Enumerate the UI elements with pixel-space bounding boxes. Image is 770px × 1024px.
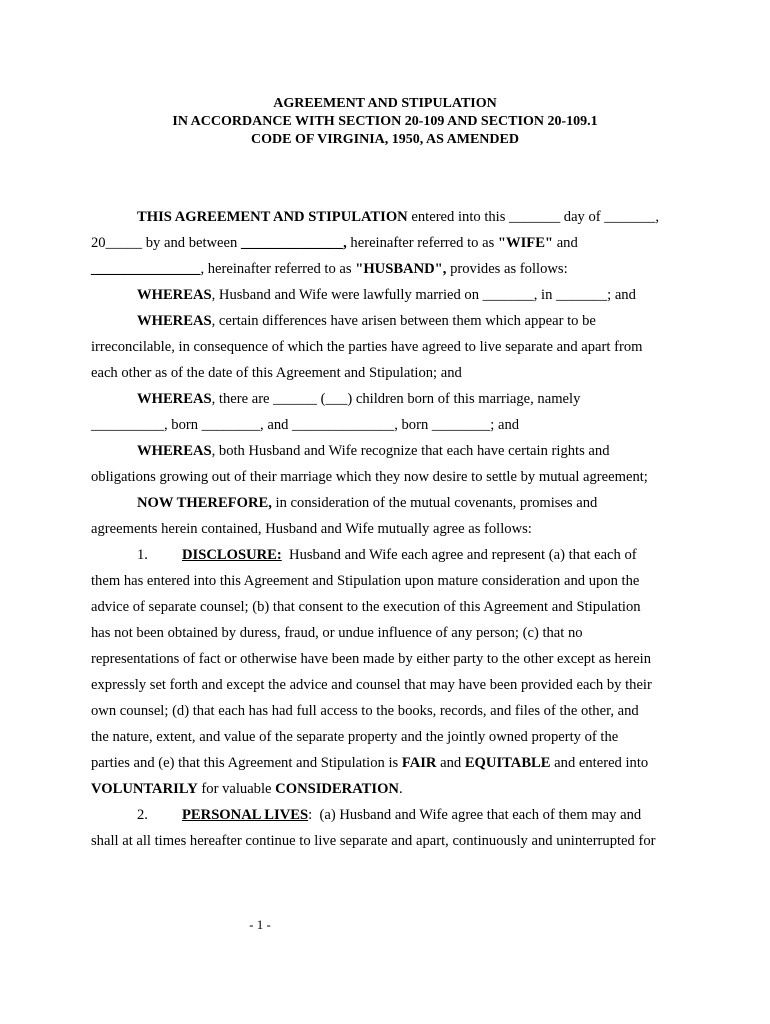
husband-label: "HUSBAND", [355, 261, 447, 277]
whereas-label: WHEREAS [137, 443, 212, 459]
whereas-3-line-2: __________, born ________, and ______________, born ________; and [91, 417, 520, 433]
fair-term: FAIR [401, 755, 437, 771]
equitable-term: EQUITABLE [464, 755, 551, 771]
wife-name-blank: ______________, [240, 235, 347, 251]
husband-name-blank: _______________ [91, 261, 201, 277]
section-2-line-2: shall at all times hereafter continue to live separate and apart, continuously and uninterrupted for [91, 833, 656, 849]
section-1-line-8: the nature, extent, and value of the separate property and the jointly owned property of the [91, 729, 619, 745]
now-therefore-line-2: agreements herein contained, Husband and Wife mutually agree as follows: [91, 521, 532, 537]
section-1-line-7: own counsel; (d) that each has had full access to the books, records, and files of the other, and [91, 703, 639, 719]
title-line-1: AGREEMENT AND STIPULATION [273, 96, 497, 111]
section-2-number: 2. [137, 807, 148, 823]
whereas-2-line-1: WHEREAS, certain differences have arisen between them which appear to be [137, 313, 596, 329]
intro-line-2: 20_____ by and between ______________, hereinafter referred to as "WIFE" and [91, 235, 578, 251]
now-therefore-line-1: NOW THEREFORE, in consideration of the mutual covenants, promises and [137, 495, 598, 511]
consideration-term: CONSIDERATION [275, 781, 399, 797]
whereas-label: WHEREAS [137, 313, 212, 329]
section-2-line-1: 2. PERSONAL LIVES: (a) Husband and Wife agree that each of them may and [137, 807, 642, 823]
section-1-line-5: representations of fact or otherwise have been made by either party to the other except as herein [91, 651, 651, 667]
section-1-line-3: advice of separate counsel; (b) that consent to the execution of this Agreement and Stipulation [91, 599, 641, 615]
section-1-line-10: VOLUNTARILY for valuable CONSIDERATION. [91, 781, 403, 797]
page-number: - 1 - [249, 917, 271, 932]
whereas-1: WHEREAS, Husband and Wife were lawfully married on _______, in _______; and [137, 287, 636, 303]
whereas-4-line-2: obligations growing out of their marriage which they now desire to settle by mutual agreement; [91, 469, 648, 485]
section-1-line-9: parties and (e) that this Agreement and Stipulation is FAIR and EQUITABLE and entered into [91, 755, 649, 771]
whereas-3-line-1: WHEREAS, there are ______ (___) children born of this marriage, namely [137, 391, 581, 407]
section-1-line-2: them has entered into this Agreement and Stipulation upon mature consideration and upon the [91, 573, 640, 589]
voluntarily-term: VOLUNTARILY [91, 781, 198, 797]
section-1-line-6: expressly set forth and except the advice and counsel that may have been provided each by their [91, 677, 652, 693]
whereas-label: WHEREAS [137, 391, 212, 407]
intro-line-1: THIS AGREEMENT AND STIPULATION entered into this _______ day of _______, [137, 209, 660, 225]
whereas-2-line-2: irreconcilable, in consequence of which the parties have agreed to live separate and apart from [91, 339, 643, 355]
section-1-heading: DISCLOSURE: [182, 547, 282, 563]
title-line-2: IN ACCORDANCE WITH SECTION 20-109 AND SECTION 20-109.1 [172, 114, 598, 129]
title-line-3: CODE OF VIRGINIA, 1950, AS AMENDED [251, 132, 519, 147]
section-1-line-1: 1. DISCLOSURE: Husband and Wife each agree and represent (a) that each of [137, 547, 637, 563]
now-therefore-label: NOW THEREFORE, [137, 495, 272, 511]
intro-line-3: _______________, hereinafter referred to as "HUSBAND", provides as follows: [91, 261, 568, 277]
section-1-line-4: has not been obtained by duress, fraud, or undue influence of any person; (c) that no [91, 625, 583, 641]
whereas-label: WHEREAS [137, 287, 212, 303]
wife-label: "WIFE" [497, 235, 554, 251]
intro-lead: THIS AGREEMENT AND STIPULATION [137, 209, 408, 225]
section-2-heading: PERSONAL LIVES [182, 807, 309, 823]
whereas-2-line-3: each other as of the date of this Agreement and Stipulation; and [91, 365, 462, 381]
section-1-number: 1. [137, 547, 148, 563]
whereas-4-line-1: WHEREAS, both Husband and Wife recognize that each have certain rights and [137, 443, 610, 459]
